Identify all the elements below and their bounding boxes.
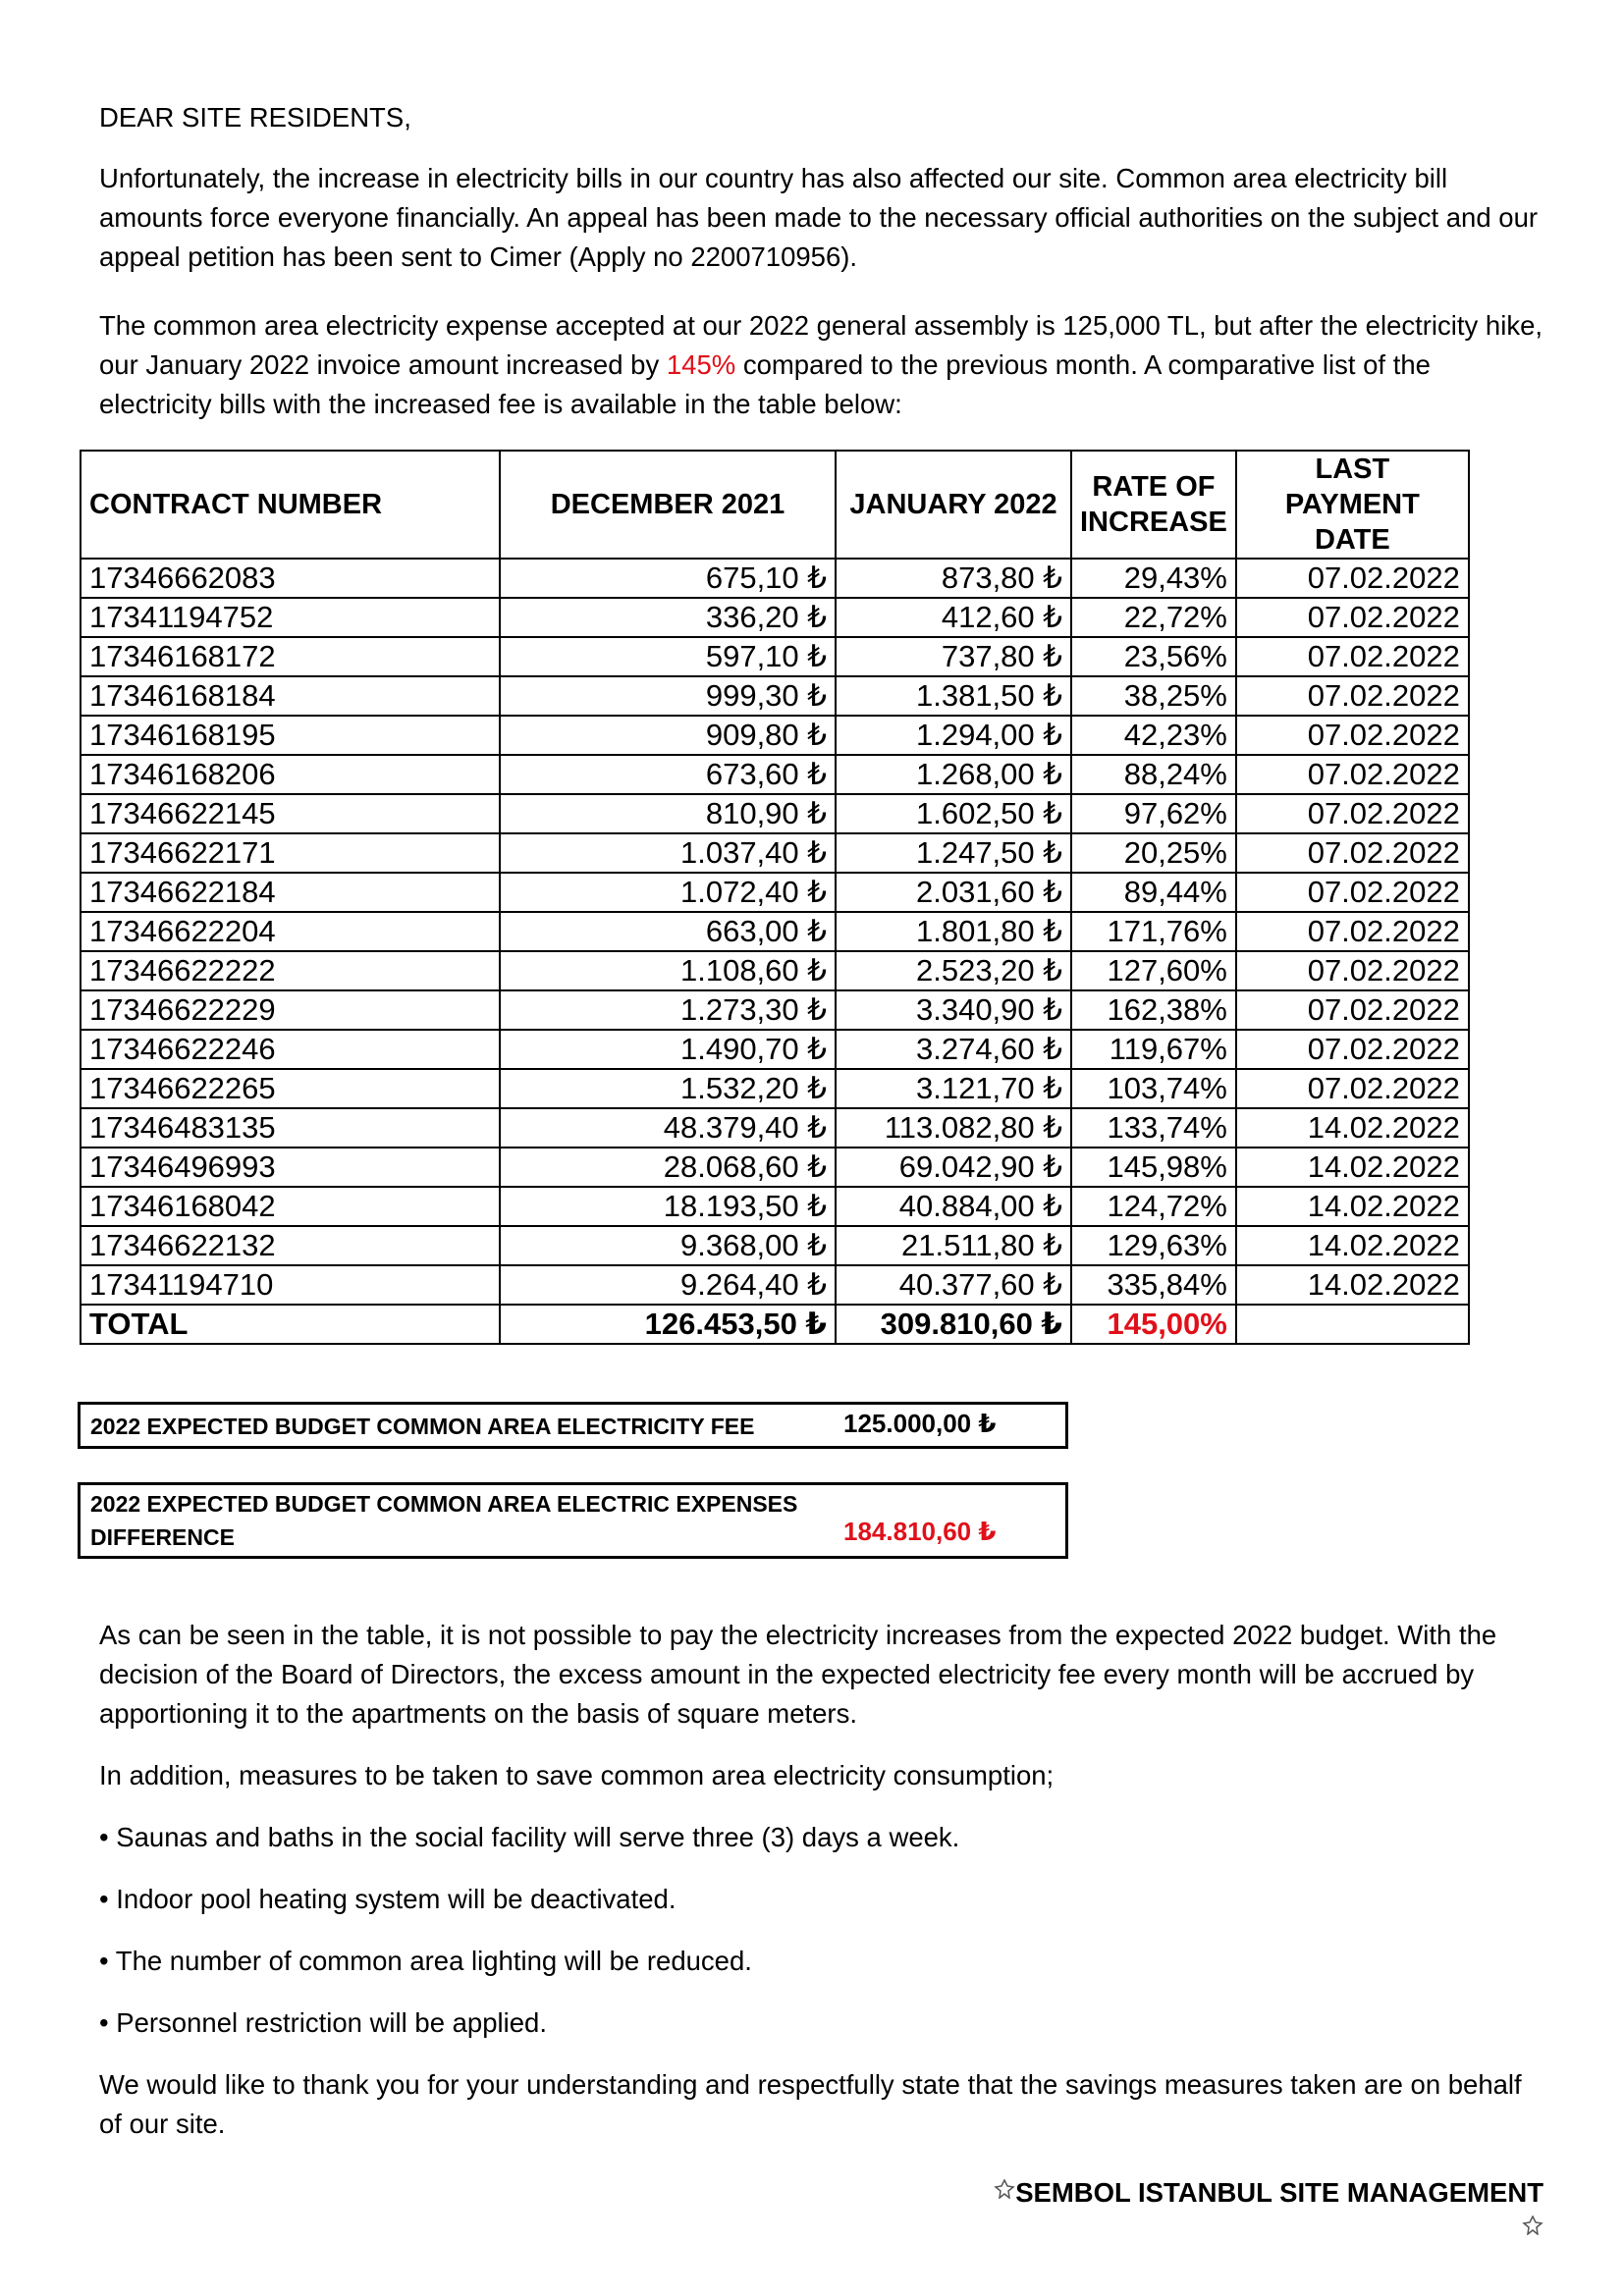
table-row: [81, 873, 1469, 912]
cell-january-2022: 873,80 ₺: [836, 559, 1071, 598]
cell-december-2021: 1.490,70 ₺: [500, 1030, 836, 1069]
cell-december-2021: 1.037,40 ₺: [500, 833, 836, 873]
total-label: TOTAL: [81, 1305, 500, 1344]
cell-contract-number: 17341194752: [81, 598, 500, 637]
table-row: [81, 912, 1469, 951]
budget-difference-box: [78, 1482, 1068, 1559]
cell-rate-of-increase: 335,84%: [1071, 1265, 1236, 1305]
intro-paragraph: Unfortunately, the increase in electricity bills in our country has also affected our site. Common area electricity bill amounts force everyone financially. An appeal has been made to the necessary official authorities on the subject and our appeal petition has been sent to Cimer (Apply no 2200710956).: [99, 163, 1539, 272]
table-row: [81, 598, 1469, 637]
cell-rate-of-increase: 133,74%: [1071, 1108, 1236, 1148]
cell-contract-number: 17346622229: [81, 990, 500, 1030]
table-row: [81, 1069, 1469, 1108]
closing-section: [99, 1616, 1543, 2166]
cell-december-2021: 1.532,20 ₺: [500, 1069, 836, 1108]
table-row: [81, 1187, 1469, 1226]
table-row: [81, 990, 1469, 1030]
table-row: [81, 951, 1469, 990]
cell-last-payment-date: 07.02.2022: [1236, 833, 1469, 873]
cell-last-payment-date: 07.02.2022: [1236, 873, 1469, 912]
thanks-paragraph: We would like to thank you for your understanding and respectfully state that the savings measures taken are on behalf of our site.: [99, 2069, 1522, 2139]
total-january: 309.810,60 ₺: [836, 1305, 1071, 1344]
cell-december-2021: 675,10 ₺: [500, 559, 836, 598]
cell-rate-of-increase: 29,43%: [1071, 559, 1236, 598]
table-row: [81, 637, 1469, 676]
cell-contract-number: 17346622204: [81, 912, 500, 951]
cell-last-payment-date: 07.02.2022: [1236, 598, 1469, 637]
cell-contract-number: 17341194710: [81, 1265, 500, 1305]
table-row: [81, 1030, 1469, 1069]
cell-january-2022: 21.511,80 ₺: [836, 1226, 1071, 1265]
cell-rate-of-increase: 127,60%: [1071, 951, 1236, 990]
total-last-payment: [1236, 1305, 1469, 1344]
cell-last-payment-date: 07.02.2022: [1236, 1030, 1469, 1069]
measure-item: • Personnel restriction will be applied.: [99, 2007, 547, 2038]
cell-contract-number: 17346662083: [81, 559, 500, 598]
cell-last-payment-date: 07.02.2022: [1236, 1069, 1469, 1108]
cell-january-2022: 1.602,50 ₺: [836, 794, 1071, 833]
cell-rate-of-increase: 88,24%: [1071, 755, 1236, 794]
cell-last-payment-date: 07.02.2022: [1236, 912, 1469, 951]
cell-rate-of-increase: 119,67%: [1071, 1030, 1236, 1069]
closing-paragraph: As can be seen in the table, it is not possible to pay the electricity increases from the expected 2022 budget. With the decision of the Board of Directors, the excess amount in the expected electricity fee every month will be accrued by apportioning it to the apartments on the basis of square meters.: [99, 1620, 1497, 1729]
greeting: DEAR SITE RESIDENTS,: [99, 102, 411, 133]
cell-december-2021: 336,20 ₺: [500, 598, 836, 637]
cell-contract-number: 17346168172: [81, 637, 500, 676]
cell-contract-number: 17346622222: [81, 951, 500, 990]
header-january-2022: JANUARY 2022: [836, 451, 1071, 559]
cell-january-2022: 40.377,60 ₺: [836, 1265, 1071, 1305]
cell-contract-number: 17346483135: [81, 1108, 500, 1148]
budget-paragraph: [99, 306, 1543, 424]
header-contract-number: CONTRACT NUMBER: [81, 451, 500, 559]
cell-contract-number: 17346622132: [81, 1226, 500, 1265]
cell-last-payment-date: 07.02.2022: [1236, 559, 1469, 598]
cell-january-2022: 40.884,00 ₺: [836, 1187, 1071, 1226]
measure-item: • The number of common area lighting will be reduced.: [99, 1946, 752, 1976]
cell-last-payment-date: 07.02.2022: [1236, 637, 1469, 676]
cell-december-2021: 9.264,40 ₺: [500, 1265, 836, 1305]
budget-fee-label: 2022 EXPECTED BUDGET COMMON AREA ELECTRICITY FEE: [90, 1414, 755, 1439]
measures-intro: In addition, measures to be taken to save common area electricity consumption;: [99, 1760, 1055, 1790]
table-row: [81, 1265, 1469, 1305]
cell-december-2021: 1.108,60 ₺: [500, 951, 836, 990]
total-rate: 145,00%: [1071, 1305, 1236, 1344]
cell-rate-of-increase: 97,62%: [1071, 794, 1236, 833]
table-row: [81, 755, 1469, 794]
cell-january-2022: 113.082,80 ₺: [836, 1108, 1071, 1148]
cell-december-2021: 28.068,60 ₺: [500, 1148, 836, 1187]
cell-december-2021: 673,60 ₺: [500, 755, 836, 794]
cell-last-payment-date: 07.02.2022: [1236, 990, 1469, 1030]
header-last-payment-date: LAST PAYMENT DATE: [1236, 451, 1469, 559]
cell-rate-of-increase: 162,38%: [1071, 990, 1236, 1030]
cell-contract-number: 17346622246: [81, 1030, 500, 1069]
cell-january-2022: 3.121,70 ₺: [836, 1069, 1071, 1108]
cell-contract-number: 17346168206: [81, 755, 500, 794]
table-row: [81, 1108, 1469, 1148]
cell-january-2022: 1.247,50 ₺: [836, 833, 1071, 873]
cell-last-payment-date: 07.02.2022: [1236, 716, 1469, 755]
cell-december-2021: 999,30 ₺: [500, 676, 836, 716]
cell-january-2022: 1.381,50 ₺: [836, 676, 1071, 716]
cell-december-2021: 810,90 ₺: [500, 794, 836, 833]
cell-december-2021: 597,10 ₺: [500, 637, 836, 676]
cell-january-2022: 2.031,60 ₺: [836, 873, 1071, 912]
table-body: [81, 559, 1469, 1305]
cell-rate-of-increase: 103,74%: [1071, 1069, 1236, 1108]
header-december-2021: DECEMBER 2021: [500, 451, 836, 559]
electricity-bills-table: [80, 450, 1470, 1345]
cell-january-2022: 1.294,00 ₺: [836, 716, 1071, 755]
cell-january-2022: 2.523,20 ₺: [836, 951, 1071, 990]
cell-december-2021: 9.368,00 ₺: [500, 1226, 836, 1265]
cell-contract-number: 17346622265: [81, 1069, 500, 1108]
cell-last-payment-date: 14.02.2022: [1236, 1265, 1469, 1305]
budget-fee-box: [78, 1402, 1068, 1449]
cell-last-payment-date: 07.02.2022: [1236, 794, 1469, 833]
cell-january-2022: 737,80 ₺: [836, 637, 1071, 676]
cell-last-payment-date: 14.02.2022: [1236, 1226, 1469, 1265]
budget-paragraph-start: The common area electricity expense accepted at our 2022 general assembly is 125,000 TL, but after the electricity hike, our January 2022 invoice amount increased by: [99, 310, 1543, 380]
cell-contract-number: 17346622184: [81, 873, 500, 912]
site-logo-icon: [1522, 2214, 1543, 2249]
cell-rate-of-increase: 129,63%: [1071, 1226, 1236, 1265]
table-row: [81, 559, 1469, 598]
cell-last-payment-date: 07.02.2022: [1236, 755, 1469, 794]
cell-rate-of-increase: 20,25%: [1071, 833, 1236, 873]
table-row: [81, 716, 1469, 755]
cell-contract-number: 17346168195: [81, 716, 500, 755]
table-row: [81, 676, 1469, 716]
site-logo-icon: [994, 2177, 1015, 2213]
cell-rate-of-increase: 89,44%: [1071, 873, 1236, 912]
budget-difference-value: 184.810,60 ₺: [843, 1517, 997, 1546]
cell-contract-number: 17346622145: [81, 794, 500, 833]
cell-contract-number: 17346622171: [81, 833, 500, 873]
cell-contract-number: 17346168042: [81, 1187, 500, 1226]
cell-january-2022: 3.340,90 ₺: [836, 990, 1071, 1030]
cell-january-2022: 1.268,00 ₺: [836, 755, 1071, 794]
cell-rate-of-increase: 42,23%: [1071, 716, 1236, 755]
table-row: [81, 1226, 1469, 1265]
cell-rate-of-increase: 23,56%: [1071, 637, 1236, 676]
cell-last-payment-date: 14.02.2022: [1236, 1148, 1469, 1187]
cell-contract-number: 17346168184: [81, 676, 500, 716]
table-row: [81, 1148, 1469, 1187]
increase-highlight: 145%: [666, 349, 736, 380]
cell-rate-of-increase: 124,72%: [1071, 1187, 1236, 1226]
table-header-row: [81, 451, 1469, 559]
measure-item: • Saunas and baths in the social facility will serve three (3) days a week.: [99, 1822, 960, 1852]
cell-rate-of-increase: 171,76%: [1071, 912, 1236, 951]
budget-difference-label: 2022 EXPECTED BUDGET COMMON AREA ELECTRIC EXPENSES DIFFERENCE: [90, 1491, 798, 1550]
cell-december-2021: 48.379,40 ₺: [500, 1108, 836, 1148]
cell-january-2022: 3.274,60 ₺: [836, 1030, 1071, 1069]
table-row: [81, 794, 1469, 833]
cell-last-payment-date: 07.02.2022: [1236, 676, 1469, 716]
measure-item: • Indoor pool heating system will be deactivated.: [99, 1884, 677, 1914]
cell-january-2022: 1.801,80 ₺: [836, 912, 1071, 951]
cell-last-payment-date: 07.02.2022: [1236, 951, 1469, 990]
signature-text: SEMBOL ISTANBUL SITE MANAGEMENT: [1015, 2177, 1543, 2208]
budget-paragraph-end: compared to the previous month. A comparative list of the electricity bills with the increased fee is available in the table below:: [99, 349, 1431, 419]
cell-december-2021: 1.072,40 ₺: [500, 873, 836, 912]
cell-last-payment-date: 14.02.2022: [1236, 1108, 1469, 1148]
total-december: 126.453,50 ₺: [500, 1305, 836, 1344]
cell-rate-of-increase: 22,72%: [1071, 598, 1236, 637]
cell-contract-number: 17346496993: [81, 1148, 500, 1187]
budget-fee-value: 125.000,00 ₺: [843, 1409, 997, 1438]
table-row: [81, 833, 1469, 873]
total-row: [81, 1305, 1469, 1344]
cell-december-2021: 1.273,30 ₺: [500, 990, 836, 1030]
signature: [984, 2175, 1543, 2249]
cell-last-payment-date: 14.02.2022: [1236, 1187, 1469, 1226]
cell-december-2021: 18.193,50 ₺: [500, 1187, 836, 1226]
cell-january-2022: 412,60 ₺: [836, 598, 1071, 637]
header-rate-of-increase: RATE OF INCREASE: [1071, 451, 1236, 559]
cell-rate-of-increase: 145,98%: [1071, 1148, 1236, 1187]
cell-december-2021: 663,00 ₺: [500, 912, 836, 951]
cell-rate-of-increase: 38,25%: [1071, 676, 1236, 716]
cell-december-2021: 909,80 ₺: [500, 716, 836, 755]
cell-january-2022: 69.042,90 ₺: [836, 1148, 1071, 1187]
